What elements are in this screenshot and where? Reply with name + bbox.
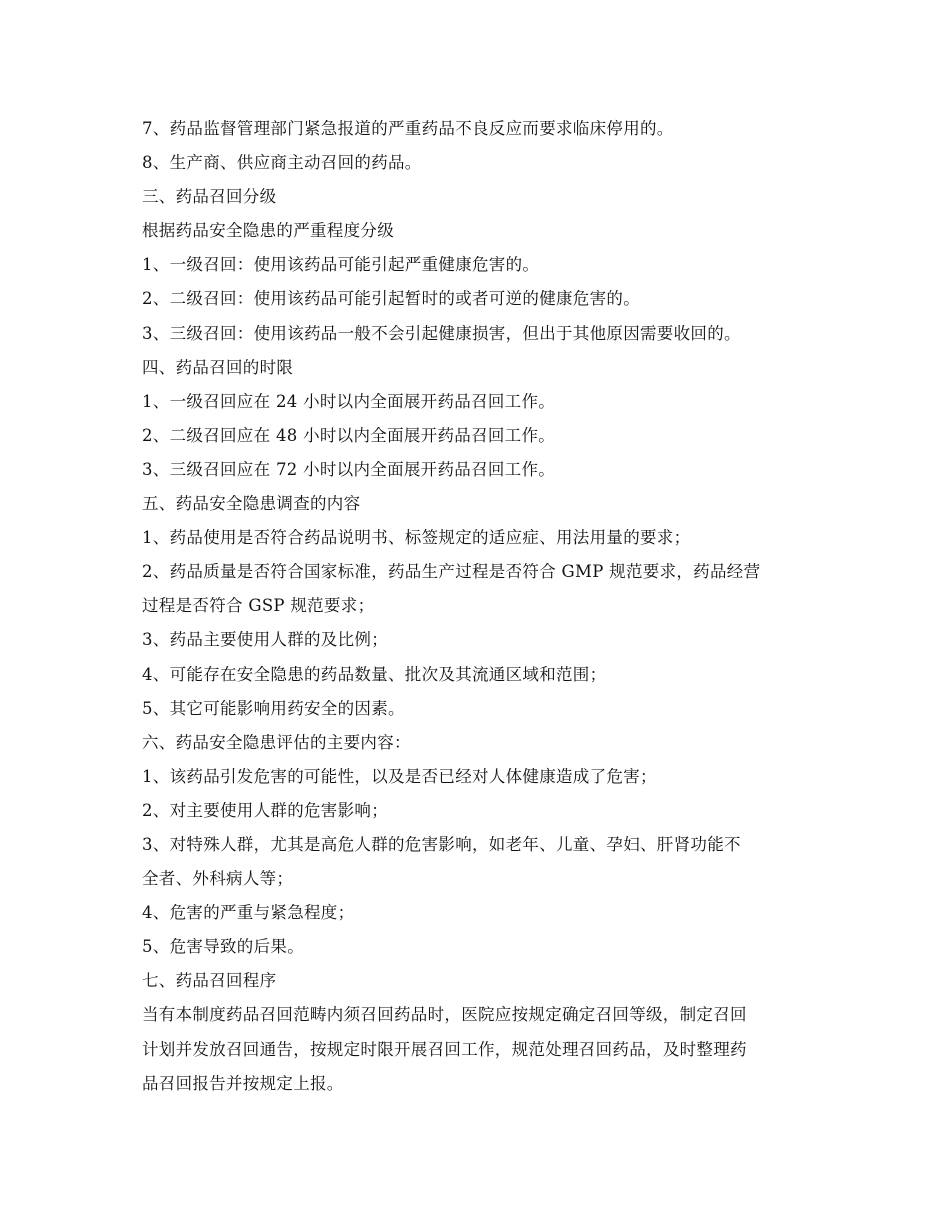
section-heading: 六、药品安全隐患评估的主要内容：	[142, 732, 411, 752]
text-line: 5、危害导致的后果。	[142, 937, 304, 957]
text-line: 1、一级召回：使用该药品可能引起严重健康危害的。	[142, 255, 540, 275]
text-line: 2、二级召回应在 48 小时以内全面展开药品召回工作。	[142, 425, 556, 445]
text-line: 当有本制度药品召回范畴内须召回药品时，医院应按规定确定召回等级，制定召回	[142, 1005, 747, 1025]
document-body	[142, 112, 810, 1101]
text-line: 3、三级召回：使用该药品一般不会引起健康损害，但出于其他原因需要收回的。	[142, 323, 741, 343]
text-line: 5、其它可能影响用药安全的因素。	[142, 698, 405, 718]
text-line: 8、生产商、供应商主动召回的药品。	[142, 153, 422, 173]
text-line: 根据药品安全隐患的严重程度分级	[142, 221, 394, 241]
section-heading: 三、药品召回分级	[142, 187, 277, 207]
text-line: 1、药品使用是否符合药品说明书、标签规定的适应症、用法用量的要求；	[142, 528, 691, 548]
text-line: 2、二级召回：使用该药品可能引起暂时的或者可逆的健康危害的。	[142, 289, 640, 309]
text-line: 全者、外科病人等；	[142, 869, 294, 889]
text-line: 计划并发放召回通告，按规定时限开展召回工作，规范处理召回药品，及时整理药	[142, 1039, 747, 1059]
text-line: 品召回报告并按规定上报。	[142, 1073, 344, 1093]
text-line: 3、三级召回应在 72 小时以内全面展开药品召回工作。	[142, 459, 556, 479]
text-line: 7、药品监督管理部门紧急报道的严重药品不良反应而要求临床停用的。	[142, 119, 674, 138]
text-line: 3、药品主要使用人群的及比例；	[142, 630, 388, 650]
text-line: 2、药品质量是否符合国家标准，药品生产过程是否符合 GMP 规范要求，药品经营	[142, 562, 761, 582]
text-line: 4、可能存在安全隐患的药品数量、批次及其流通区域和范围；	[142, 664, 607, 684]
section-heading: 四、药品召回的时限	[142, 357, 294, 377]
text-line: 4、危害的严重与紧急程度；	[142, 903, 355, 923]
text-line: 1、该药品引发危害的可能性，以及是否已经对人体健康造成了危害；	[142, 766, 657, 786]
text-line: 3、对特殊人群，尤其是高危人群的危害影响，如老年、儿童、孕妇、肝肾功能不	[142, 834, 741, 854]
section-heading: 七、药品召回程序	[142, 971, 277, 991]
text-line: 2、对主要使用人群的危害影响；	[142, 800, 388, 820]
section-heading: 五、药品安全隐患调查的内容	[142, 494, 361, 514]
text-line: 过程是否符合 GSP 规范要求；	[142, 596, 375, 616]
text-line: 1、一级召回应在 24 小时以内全面展开药品召回工作。	[142, 391, 556, 411]
